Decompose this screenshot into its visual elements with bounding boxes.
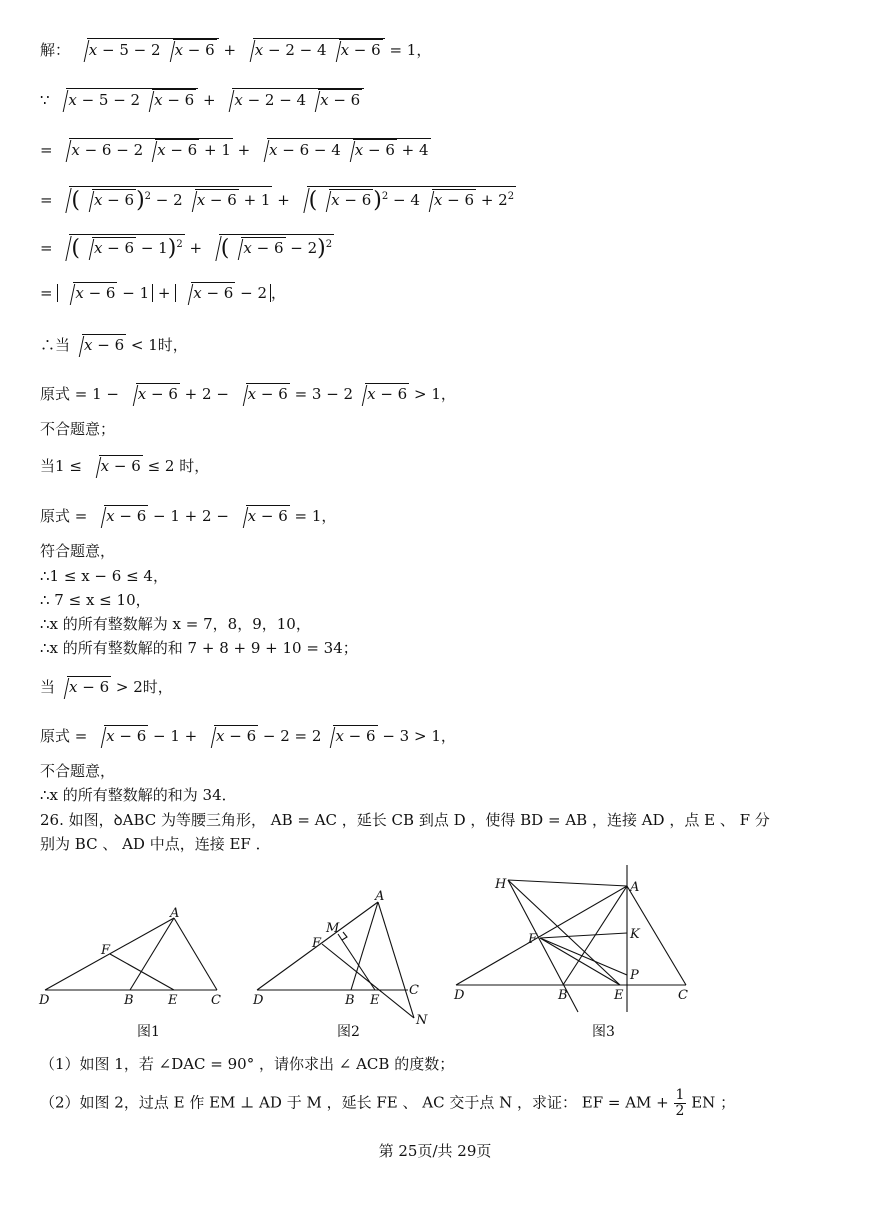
fig3-label-e: E	[614, 988, 624, 1003]
solution-line-10: 当1 ≤ x − 6 ≤ 2 时，	[40, 457, 210, 475]
fig1-label-a: A	[170, 906, 180, 921]
solution-line-4: = ( x − 6)$^2$ − 2 x − 6 + 1 + ( x − 6)$^2$ − 4 $x - 6 + 2^2$	[40, 188, 515, 213]
fig2-label-a: A	[375, 889, 385, 904]
solution-line-20: ∴x 的所有整数解的和为 34．	[40, 786, 237, 804]
solution-line-9: 不合题意；	[40, 420, 116, 438]
fig1-label-b: B	[124, 993, 134, 1008]
fig2-caption: 图2	[337, 1024, 360, 1040]
fig2-label-d: D	[253, 993, 264, 1008]
problem-26-line-2: 别为 BC 、 AD 中点，连接 EF ．	[40, 835, 271, 853]
fig3-label-b: B	[558, 988, 568, 1003]
page-footer: 第 25页/共 29页	[378, 1142, 492, 1160]
fig3-label-f: F	[528, 932, 538, 947]
fig1-label-c: C	[211, 993, 221, 1008]
fig2-label-n: N	[416, 1013, 428, 1028]
fig2-label-c: C	[409, 983, 419, 998]
solution-line-16: ∴x 的所有整数解的和 7 + 8 + 9 + 10 = 34；	[40, 639, 358, 657]
solution-line-19: 不合题意，	[40, 762, 116, 780]
fig3-label-p: P	[630, 968, 639, 983]
fig1-label-f: F	[101, 943, 111, 958]
fig3-label-h: H	[495, 877, 507, 892]
fig2-label-e: E	[370, 993, 380, 1008]
solution-line-11: 原式 = x − 6 − 1 + 2 − x − 6 = 1，	[40, 507, 337, 525]
question-1: （1）如图 1，若 ∠DAC = 90° ，请你求出 ∠ ACB 的度数；	[40, 1055, 455, 1073]
fig3-label-d: D	[454, 988, 465, 1003]
fig3-label-c: C	[678, 988, 688, 1003]
solution-line-2: ∵ x − 5 − 2 x − 6 + x − 2 − 4 x − 6	[40, 88, 364, 110]
fig2-label-b: B	[345, 993, 355, 1008]
question-2: （2）如图 2，过点 E 作 EM ⊥ AD 于 M ，延长 FE 、 AC 交于点 N ，求证： EF = AM + $\frac{1}{2}$ EN ；	[40, 1087, 736, 1119]
fig2-label-f: F	[312, 936, 322, 951]
fig3-label-a: A	[630, 880, 640, 895]
fraction-one-half: $\frac{1}{2}$	[675, 1087, 685, 1119]
radical: x − 5 − 2 x − 6	[76, 38, 219, 60]
fig1-caption: 图1	[137, 1024, 160, 1040]
figures	[0, 860, 870, 1045]
solution-line-5: = ( x − 6 − 1)$^2$ + ( x − 6 − 2)$^2$	[40, 236, 333, 261]
solution-line-1: 解： x − 5 − 2 x − 6 + x − 2 − 4 x − 6 = 1，	[40, 38, 431, 60]
problem-26-line-1: 26. 如图，ꝺABC 为等腰三角形， AB = AC ，延长 CB 到点 D ，使得 BD = AB ，连接 AD ，点 E 、 F 分	[40, 811, 770, 829]
fig3-label-k: K	[630, 927, 640, 942]
solution-line-14: ∴ 7 ≤ x ≤ 10，	[40, 591, 151, 609]
solution-line-3: = x − 6 − 2 x − 6 + 1 + x − 6 − 4 x − 6 + 4	[40, 138, 431, 160]
solution-line-17: 当 x − 6 > 2时，	[40, 678, 173, 696]
solution-line-6: = x − 6 − 1 + x − 6 − 2 ，	[40, 284, 287, 302]
fig1-label-e: E	[168, 993, 178, 1008]
solution-line-7: ∴当 x − 6 < 1时，	[40, 336, 188, 354]
solution-line-15: ∴x 的所有整数解为 x = 7，8，9，10，	[40, 615, 311, 633]
solution-line-12: 符合题意，	[40, 542, 116, 560]
fig2-label-m: M	[326, 921, 340, 936]
fig3-caption: 图3	[592, 1024, 615, 1040]
solution-line-8: 原式 = 1 − x − 6 + 2 − x − 6 = 3 − 2 x − 6 > 1，	[40, 385, 456, 403]
fig1-label-d: D	[39, 993, 50, 1008]
solution-line-18: 原式 = x − 6 − 1 + x − 6 − 2 = 2 x − 6 − 3 > 1，	[40, 727, 456, 745]
solution-line-13: ∴1 ≤ x − 6 ≤ 4，	[40, 567, 168, 585]
